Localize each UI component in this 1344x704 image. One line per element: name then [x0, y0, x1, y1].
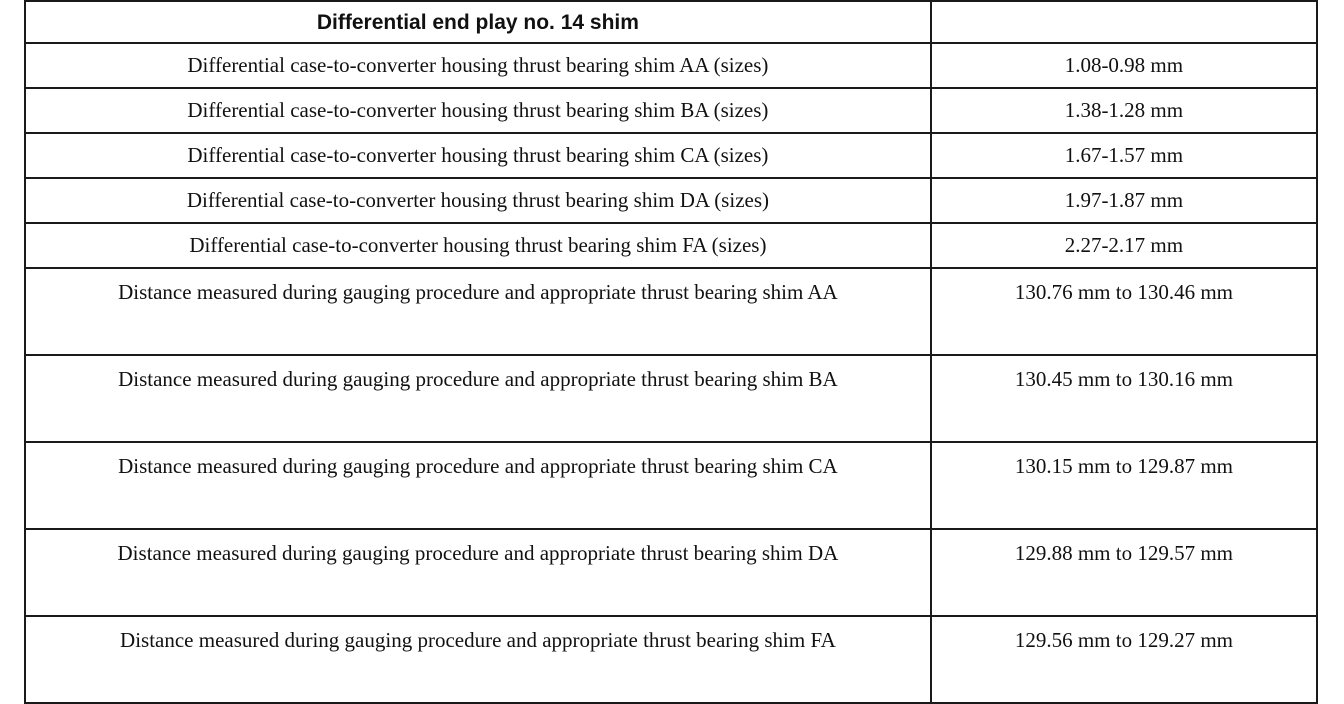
- table-row: [25, 178, 1317, 223]
- spec-table: [24, 0, 1318, 704]
- row-description: Distance measured during gauging procedure and appropriate thrust bearing shim DA: [25, 529, 931, 616]
- row-value: 1.38-1.28 mm: [931, 88, 1317, 133]
- row-description: Distance measured during gauging procedure and appropriate thrust bearing shim FA: [25, 616, 931, 703]
- row-description: Differential case-to-converter housing thrust bearing shim FA (sizes): [25, 223, 931, 268]
- table-row: [25, 268, 1317, 355]
- row-value: 130.15 mm to 129.87 mm: [931, 442, 1317, 529]
- table-row: [25, 442, 1317, 529]
- row-description: Differential case-to-converter housing thrust bearing shim DA (sizes): [25, 178, 931, 223]
- table-row: [25, 223, 1317, 268]
- table-row: [25, 355, 1317, 442]
- row-description: Distance measured during gauging procedure and appropriate thrust bearing shim AA: [25, 268, 931, 355]
- table-row: [25, 616, 1317, 703]
- table-row: [25, 133, 1317, 178]
- row-description: Differential case-to-converter housing thrust bearing shim CA (sizes): [25, 133, 931, 178]
- row-description: Differential case-to-converter housing thrust bearing shim BA (sizes): [25, 88, 931, 133]
- row-value: 130.76 mm to 130.46 mm: [931, 268, 1317, 355]
- row-value: 2.27-2.17 mm: [931, 223, 1317, 268]
- table-header-row: [25, 1, 1317, 43]
- row-value: 1.08-0.98 mm: [931, 43, 1317, 88]
- row-value: 1.67-1.57 mm: [931, 133, 1317, 178]
- row-description: Differential case-to-converter housing thrust bearing shim AA (sizes): [25, 43, 931, 88]
- row-description: Distance measured during gauging procedure and appropriate thrust bearing shim BA: [25, 355, 931, 442]
- row-value: 129.56 mm to 129.27 mm: [931, 616, 1317, 703]
- row-value: 1.97-1.87 mm: [931, 178, 1317, 223]
- row-description: Distance measured during gauging procedure and appropriate thrust bearing shim CA: [25, 442, 931, 529]
- row-value: 130.45 mm to 130.16 mm: [931, 355, 1317, 442]
- table-row: [25, 88, 1317, 133]
- header-value: [931, 1, 1317, 43]
- table-row: [25, 43, 1317, 88]
- table-row: [25, 529, 1317, 616]
- header-description: Differential end play no. 14 shim: [25, 1, 931, 43]
- row-value: 129.88 mm to 129.57 mm: [931, 529, 1317, 616]
